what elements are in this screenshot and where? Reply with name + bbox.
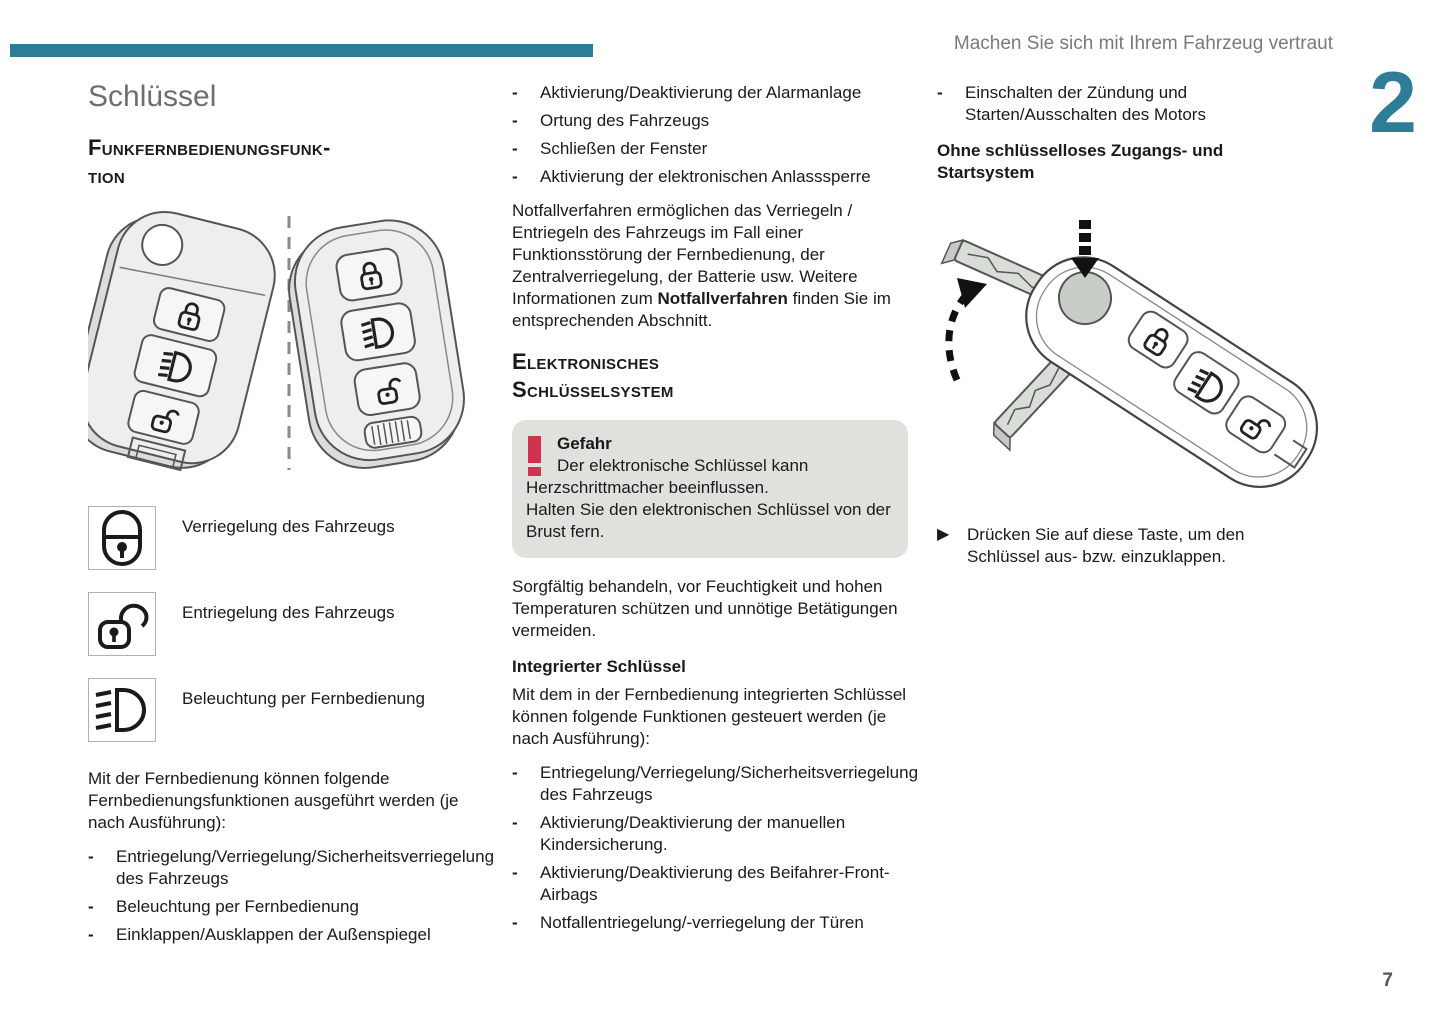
running-header: Machen Sie sich mit Ihrem Fahrzeug vertraut: [953, 33, 1333, 54]
dash-marker: -: [512, 813, 518, 832]
dash-marker: -: [512, 763, 518, 782]
without-keyless-subheading: Ohne schlüsselloses Zugangs- und Startsystem: [937, 141, 1224, 182]
key-fobs-illustration: [88, 208, 488, 480]
legend-label: Entriegelung des Fahrzeugs: [182, 603, 395, 622]
list-item: - Beleuchtung per Fernbedienung: [88, 897, 359, 916]
dash-marker: -: [512, 139, 518, 158]
left-column: [88, 80, 495, 952]
list-item: - Aktivierung der elektronischen Anlasssperre: [512, 167, 871, 186]
dash-marker: -: [512, 167, 518, 186]
legend-label: Verriegelung des Fahrzeugs: [182, 517, 395, 536]
light-button: [340, 302, 417, 362]
emergency-procedures-paragraph: Notfallverfahren ermöglichen das Verriegeln / Entriegeln des Fahrzeugs im Fall einer Funktionsstörung der Fernbedienung, der Zentralverriegelung, der Batterie usw. Weitere Informationen zum Notfallverfahren finden Sie im entsprechenden Abschnitt.: [512, 201, 891, 330]
dash-marker: -: [512, 83, 518, 102]
list-item: - Entriegelung/Verriegelung/Sicherheitsverriegelung des Fahrzeugs: [88, 847, 495, 888]
headlight-beam-icon: [90, 678, 154, 742]
integrated-key-paragraph: Mit dem in der Fernbedienung integrierten Schlüssel können folgende Funktionen gesteuert werden (je nach Ausführung):: [512, 685, 907, 748]
dash-marker: -: [88, 897, 94, 916]
list-item: - Aktivierung/Deaktivierung der manuellen Kindersicherung.: [512, 813, 846, 854]
dash-marker: -: [88, 847, 94, 866]
list-item: - Notfallentriegelung/-verriegelung der Türen: [512, 913, 864, 932]
section-title-remote-function: Funkfernbedienungsfunk- tion: [88, 135, 331, 188]
dash-marker: -: [88, 925, 94, 944]
section-title-electronic-key: Elektronisches Schlüsselsystem: [512, 349, 674, 402]
list-item: - Einklappen/Ausklappen der Außenspiegel: [88, 925, 431, 944]
icon-legend: [88, 506, 480, 742]
accent-bar: [10, 44, 593, 57]
middle-column: [512, 82, 919, 940]
danger-title: Gefahr: [557, 434, 612, 453]
dash-marker: -: [512, 863, 518, 882]
rotation-arrow: [949, 278, 987, 380]
flip-key-illustration: [937, 220, 1345, 508]
chapter-number: 2: [1369, 55, 1417, 151]
list-item: - Entriegelung/Verriegelung/Sicherheitsverriegelung des Fahrzeugs: [512, 763, 919, 804]
integrated-key-subheading: Integrierter Schlüssel: [512, 657, 686, 676]
legend-label: Beleuchtung per Fernbedienung: [182, 689, 425, 708]
integrated-key-list: [512, 762, 919, 934]
remote-functions-list: [88, 846, 495, 946]
list-item: - Ortung des Fahrzeugs: [512, 111, 710, 130]
danger-box: [512, 420, 908, 558]
list-item: - Einschalten der Zündung und Starten/Ausschalten des Motors: [937, 83, 1206, 124]
instruction-line: ▶ Drücken Sie auf diese Taste, um den Schlüssel aus- bzw. einzuklappen.: [937, 525, 1245, 566]
legend-row: [88, 506, 480, 570]
danger-text: Der elektronische Schlüssel kann Herzschrittmacher beeinflussen. Halten Sie den elektronischen Schlüssel von der Brust fern.: [526, 456, 891, 541]
smart-key-fob-drawing: [280, 212, 473, 476]
flip-key-fob-drawing: [88, 208, 285, 480]
dash-marker: -: [937, 83, 943, 102]
page-title: Schlüssel: [88, 80, 217, 113]
dash-marker: -: [512, 111, 518, 130]
remote-functions-paragraph: Mit der Fernbedienung können folgende Fernbedienungsfunktionen ausgeführt werden (je nach Ausführung):: [88, 769, 459, 832]
lock-open-icon: [90, 592, 154, 656]
list-item: - Aktivierung/Deaktivierung des Beifahrer-Front-Airbags: [512, 863, 890, 904]
legend-row: [88, 592, 480, 656]
remote-functions-list-continued: [512, 82, 908, 188]
dash-marker: -: [512, 913, 518, 932]
exclamation-icon: [528, 436, 543, 476]
lock-closed-icon: [90, 506, 154, 570]
page-number: 7: [1382, 970, 1393, 991]
list-item: - Schließen der Fenster: [512, 139, 708, 158]
care-paragraph: Sorgfältig behandeln, vor Feuchtigkeit und hohen Temperaturen schützen und unnötige Betätigungen vermeiden.: [512, 577, 898, 640]
list-item: - Aktivierung/Deaktivierung der Alarmanlage: [512, 83, 862, 102]
right-column: [937, 82, 1337, 568]
legend-row: [88, 678, 480, 742]
arrow-marker: ▶: [937, 526, 950, 543]
